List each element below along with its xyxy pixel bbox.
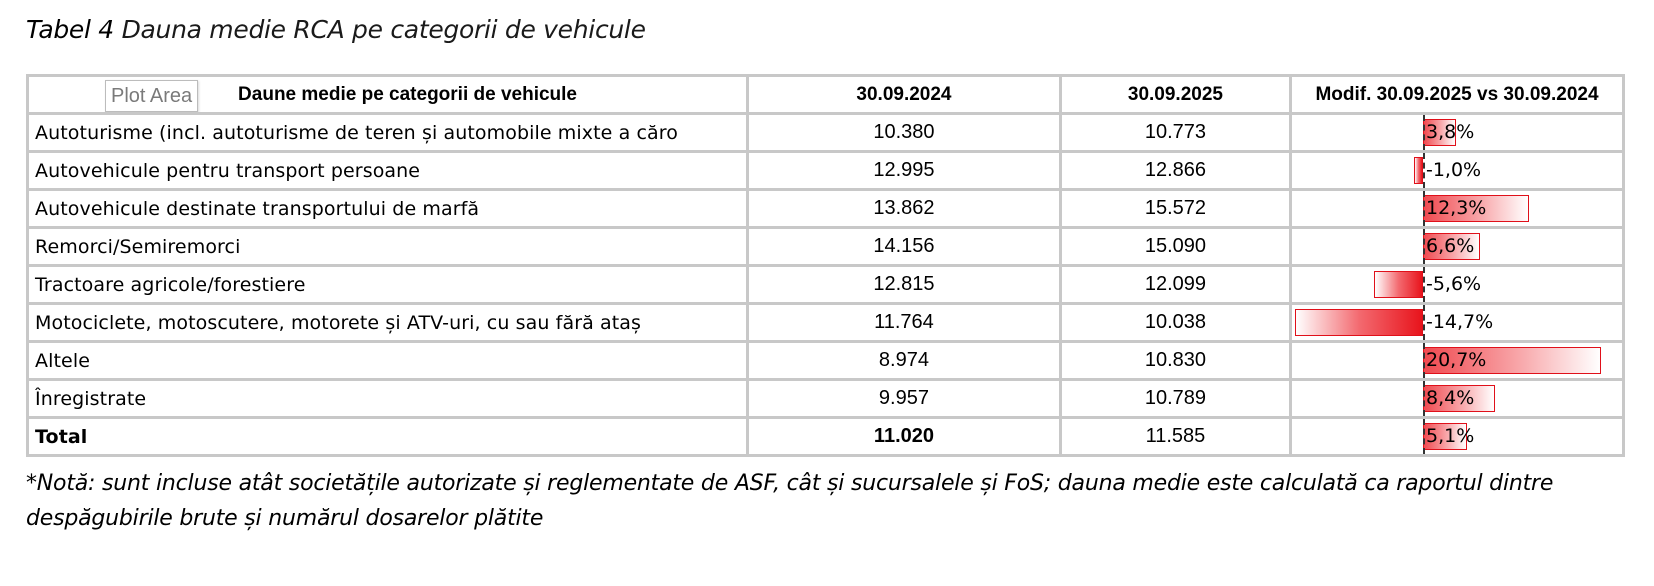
change-bar (1414, 157, 1423, 184)
category-cell: Autoturisme (incl. autoturisme de teren și automobile mixte a căro (28, 114, 748, 152)
change-cell (1290, 190, 1623, 228)
category-cell: Autovehicule pentru transport persoane (28, 152, 748, 190)
category-cell: Altele (28, 342, 748, 380)
value-2025-cell: 12.866 (1060, 152, 1290, 190)
change-cell (1290, 304, 1623, 342)
zero-axis-line (1423, 153, 1425, 188)
value-2025-cell: 10.038 (1060, 304, 1290, 342)
plot-area-tooltip: Plot Area (105, 80, 198, 112)
zero-axis-line (1423, 381, 1425, 416)
header-2025: 30.09.2025 (1060, 76, 1290, 114)
category-cell: Înregistrate (28, 380, 748, 418)
total-label-cell: Total (28, 418, 748, 456)
change-label: 8,4% (1425, 387, 1475, 409)
table-row (28, 228, 1624, 266)
value-2024-cell: 14.156 (748, 228, 1061, 266)
value-2024-cell: 12.815 (748, 266, 1061, 304)
value-2025-cell: 15.090 (1060, 228, 1290, 266)
table-row (28, 114, 1624, 152)
caption-label: Tabel 4 (26, 15, 114, 44)
claims-table (26, 74, 1625, 457)
change-cell (1290, 380, 1623, 418)
value-2024-cell: 12.995 (748, 152, 1061, 190)
category-cell: Motociclete, motoscutere, motorete și ATV-uri, cu sau fără ataș (28, 304, 748, 342)
table-row (28, 342, 1624, 380)
change-cell (1290, 114, 1623, 152)
table-row (28, 266, 1624, 304)
table-caption (26, 12, 646, 48)
value-2024-cell: 13.862 (748, 190, 1061, 228)
value-2025-cell: 12.099 (1060, 266, 1290, 304)
value-2024-cell: 10.380 (748, 114, 1061, 152)
total-change-cell (1290, 418, 1623, 456)
zero-axis-line (1423, 305, 1425, 340)
change-label: -5,6% (1425, 273, 1482, 295)
value-2024-cell: 11.764 (748, 304, 1061, 342)
change-bar (1295, 309, 1423, 336)
zero-axis-line (1423, 191, 1425, 226)
change-bar (1374, 271, 1423, 298)
table-row (28, 380, 1624, 418)
table-row (28, 152, 1624, 190)
table-row (28, 190, 1624, 228)
header-category (28, 76, 748, 114)
value-2024-cell: 9.957 (748, 380, 1061, 418)
total-2024-cell: 11.020 (748, 418, 1061, 456)
zero-axis-line (1423, 419, 1425, 454)
change-label: 3,8% (1425, 121, 1475, 143)
category-cell: Remorci/Semiremorci (28, 228, 748, 266)
category-cell: Tractoare agricole/forestiere (28, 266, 748, 304)
change-label: 12,3% (1425, 197, 1487, 219)
header-row (28, 76, 1624, 114)
value-2025-cell: 15.572 (1060, 190, 1290, 228)
change-label: -14,7% (1425, 311, 1494, 333)
change-label: 20,7% (1425, 349, 1487, 371)
value-2025-cell: 10.773 (1060, 114, 1290, 152)
zero-axis-line (1423, 267, 1425, 302)
change-cell (1290, 342, 1623, 380)
change-label: 6,6% (1425, 235, 1475, 257)
header-category-label: Daune medie pe categorii de vehicule (238, 83, 577, 105)
total-row (28, 418, 1624, 456)
category-cell: Autovehicule destinate transportului de marfă (28, 190, 748, 228)
header-2024: 30.09.2024 (748, 76, 1061, 114)
value-2025-cell: 10.830 (1060, 342, 1290, 380)
value-2024-cell: 8.974 (748, 342, 1061, 380)
zero-axis-line (1423, 115, 1425, 150)
header-change: Modif. 30.09.2025 vs 30.09.2024 (1290, 76, 1623, 114)
change-cell (1290, 266, 1623, 304)
change-label: -1,0% (1425, 159, 1482, 181)
table-row (28, 304, 1624, 342)
change-cell (1290, 152, 1623, 190)
footnote: *Notă: sunt incluse atât societățile autorizate și reglementate de ASF, cât și sucursalele și FoS; dauna medie este calculată ca raportul dintre despăgubirile brute și numărul dosarelor plătite (26, 471, 1554, 531)
caption-text: Dauna medie RCA pe categorii de vehicule (121, 15, 646, 44)
change-cell (1290, 228, 1623, 266)
change-label: 5,1% (1425, 425, 1475, 447)
zero-axis-line (1423, 229, 1425, 264)
total-2025-cell: 11.585 (1060, 418, 1290, 456)
zero-axis-line (1423, 343, 1425, 378)
value-2025-cell: 10.789 (1060, 380, 1290, 418)
